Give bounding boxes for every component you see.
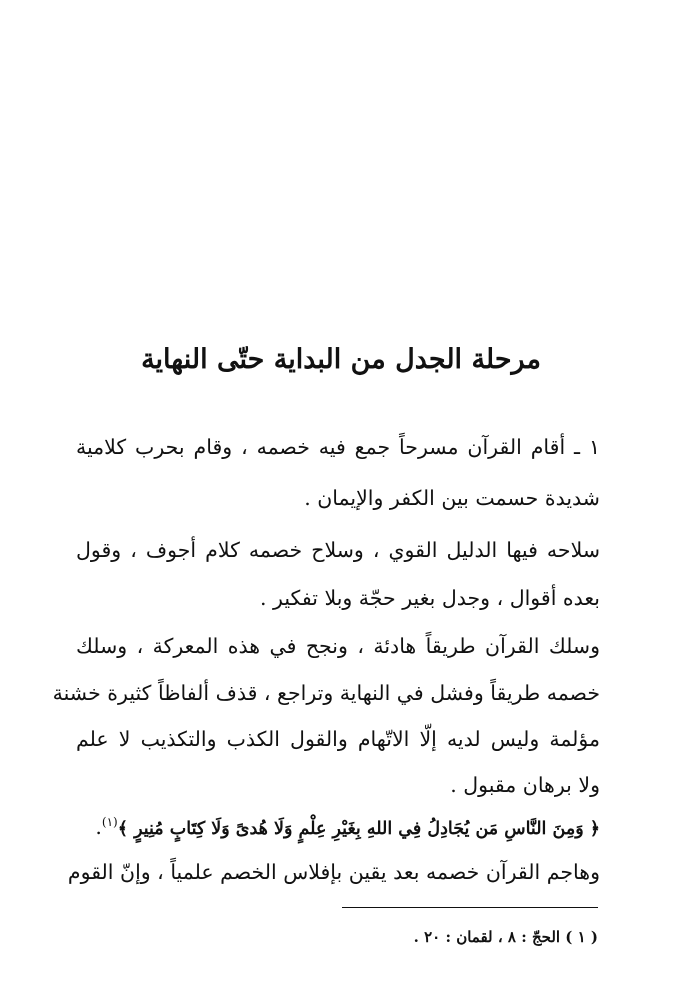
paragraph-4-line-1: وهاجم القرآن خصمه بعد يقين بإفلاس الخصم علمياً ، وإنّ القوم — [67, 860, 600, 884]
footnote-separator — [342, 907, 598, 908]
footnote: ( ١ ) الحجّ : ٨ ، لقمان : ٢٠ . — [413, 928, 598, 946]
paragraph-3-line-2: خصمه طريقاً وفشل في النهاية وتراجع ، قذف ألفاظاً كثيرة خشنة — [52, 681, 600, 705]
paragraph-2-line-2: بعده أقوال ، وجدل بغير حجّة وبلا تفكير . — [260, 586, 600, 610]
paragraph-1-line-1: ١ ـ أقام القرآن مسرحاً جمع فيه خصمه ، وقام بحرب كلامية — [76, 435, 600, 459]
paragraph-3-line-3: مؤلمة وليس لديه إلّا الاتّهام والقول الكذب والتكذيب لا علم — [76, 727, 600, 751]
quran-verse-line — [76, 807, 600, 847]
footnote-reference: (١) — [101, 815, 118, 830]
paragraph-3-line-1: وسلك القرآن طريقاً هادئة ، ونجح في هذه المعركة ، وسلك — [76, 634, 600, 658]
paragraph-2-line-1: سلاحه فيها الدليل القوي ، وسلاح خصمه كلام أجوف ، وقول — [76, 538, 600, 562]
quran-verse: ﴿ وَمِنَ النَّاسِ مَن يُجَادِلُ فِي اللهِ بِغَيْرِ عِلْمٍ وَلَا هُدىً وَلَا كِتَابٍ مُنِيرٍ ﴾ — [117, 819, 600, 839]
verse-end-mark: . — [95, 815, 102, 839]
chapter-title: مرحلة الجدل من البداية حتّى النهاية — [141, 344, 541, 375]
paragraph-1-line-2: شديدة حسمت بين الكفر والإيمان . — [304, 486, 600, 510]
paragraph-3-line-4: ولا برهان مقبول . — [450, 773, 600, 797]
